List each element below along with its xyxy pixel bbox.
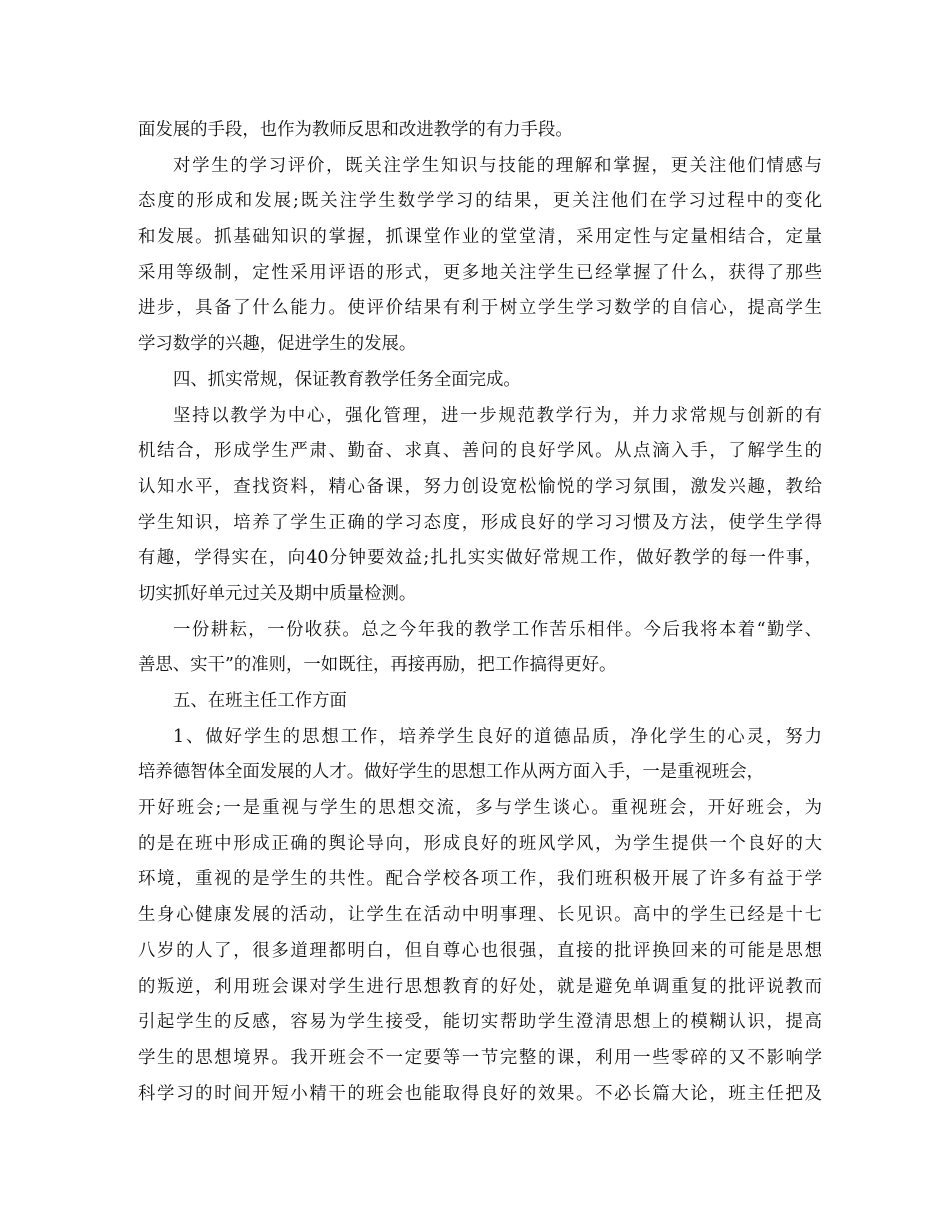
text-line: 培养德智体全面发展的人才。做好学生的思想工作从两方面入手，一是重视班会， (138, 762, 765, 783)
text-line: 1、做好学生的思想工作，培养学生良好的道德品质，净化学生的心灵，努力 (173, 726, 822, 747)
text-line: 四、抓实常规，保证教育教学任务全面完成。 (173, 369, 521, 390)
text-line: 生身心健康发展的活动，让学生在活动中明事理、长见识。高中的学生已经是十七 (138, 905, 822, 926)
document-body (138, 113, 822, 1112)
text-line: 面发展的手段，也作为教师反思和改进教学的有力手段。 (138, 120, 573, 140)
text-line: 环境，重视的是学生的共性。配合学校各项工作，我们班积极开展了许多有益于学 (138, 869, 822, 890)
text-line: 五、在班主任工作方面 (173, 691, 347, 711)
text-line: 的叛逆，利用班会课对学生进行思想教育的好处，就是避免单调重复的批评说教而 (138, 976, 822, 997)
text-line: 的是在班中形成正确的舆论导向，形成良好的班风学风，为学生提供一个良好的大 (138, 833, 822, 854)
text-line: 采用等级制，定性采用评语的形式，更多地关注学生已经掌握了什么，获得了那些 (138, 262, 822, 283)
text-line: 对学生的学习评价，既关注学生知识与技能的理解和掌握，更关注他们情感与 (173, 155, 822, 176)
text-line: 和发展。抓基础知识的掌握，抓课堂作业的堂堂清，采用定性与定量相结合，定量 (138, 227, 822, 248)
text-line: 学生的思想境界。我开班会不一定要等一节完整的课，利用一些零碎的又不影响学 (138, 1047, 822, 1068)
text-line: 一份耕耘，一份收获。总之今年我的教学工作苦乐相伴。今后我将本着“勤学、 (173, 619, 822, 640)
text-line: 开好班会;一是重视与学生的思想交流，多与学生谈心。重视班会，开好班会，为 (138, 798, 822, 819)
text-line: 有趣，学得实在，向40分钟要效益;扎扎实实做好常规工作，做好教学的每一件事， (138, 548, 822, 569)
text-line: 进步，具备了什么能力。使评价结果有利于树立学生学习数学的自信心，提高学生 (138, 298, 822, 319)
text-line: 科学习的时间开短小精干的班会也能取得良好的效果。不必长篇大论，班主任把及 (138, 1083, 822, 1104)
text-line: 引起学生的反感，容易为学生接受，能切实帮助学生澄清思想上的模糊认识，提高 (138, 1012, 822, 1033)
text-line: 坚持以教学为中心，强化管理，进一步规范教学行为，并力求常规与创新的有 (173, 405, 822, 426)
text-line: 切实抓好单元过关及期中质量检测。 (138, 583, 417, 604)
text-line: 态度的形成和发展;既关注学生数学学习的结果，更关注他们在学习过程中的变化 (138, 191, 822, 212)
text-line: 认知水平，查找资料，精心备课，努力创设宽松愉悦的学习氛围，激发兴趣，教给 (138, 476, 822, 497)
text-line: 八岁的人了，很多道理都明白，但自尊心也很强，直接的批评换回来的可能是思想 (138, 940, 822, 961)
text-line: 善思、实干”的准则，一如既往，再接再励，把工作搞得更好。 (138, 655, 617, 676)
text-line: 学习数学的兴趣，促进学生的发展。 (138, 334, 417, 355)
text-line: 机结合，形成学生严肃、勤奋、求真、善问的良好学风。从点滴入手，了解学生的 (138, 441, 822, 462)
text-line: 学生知识，培养了学生正确的学习态度，形成良好的学习习惯及方法，使学生学得 (138, 512, 822, 533)
